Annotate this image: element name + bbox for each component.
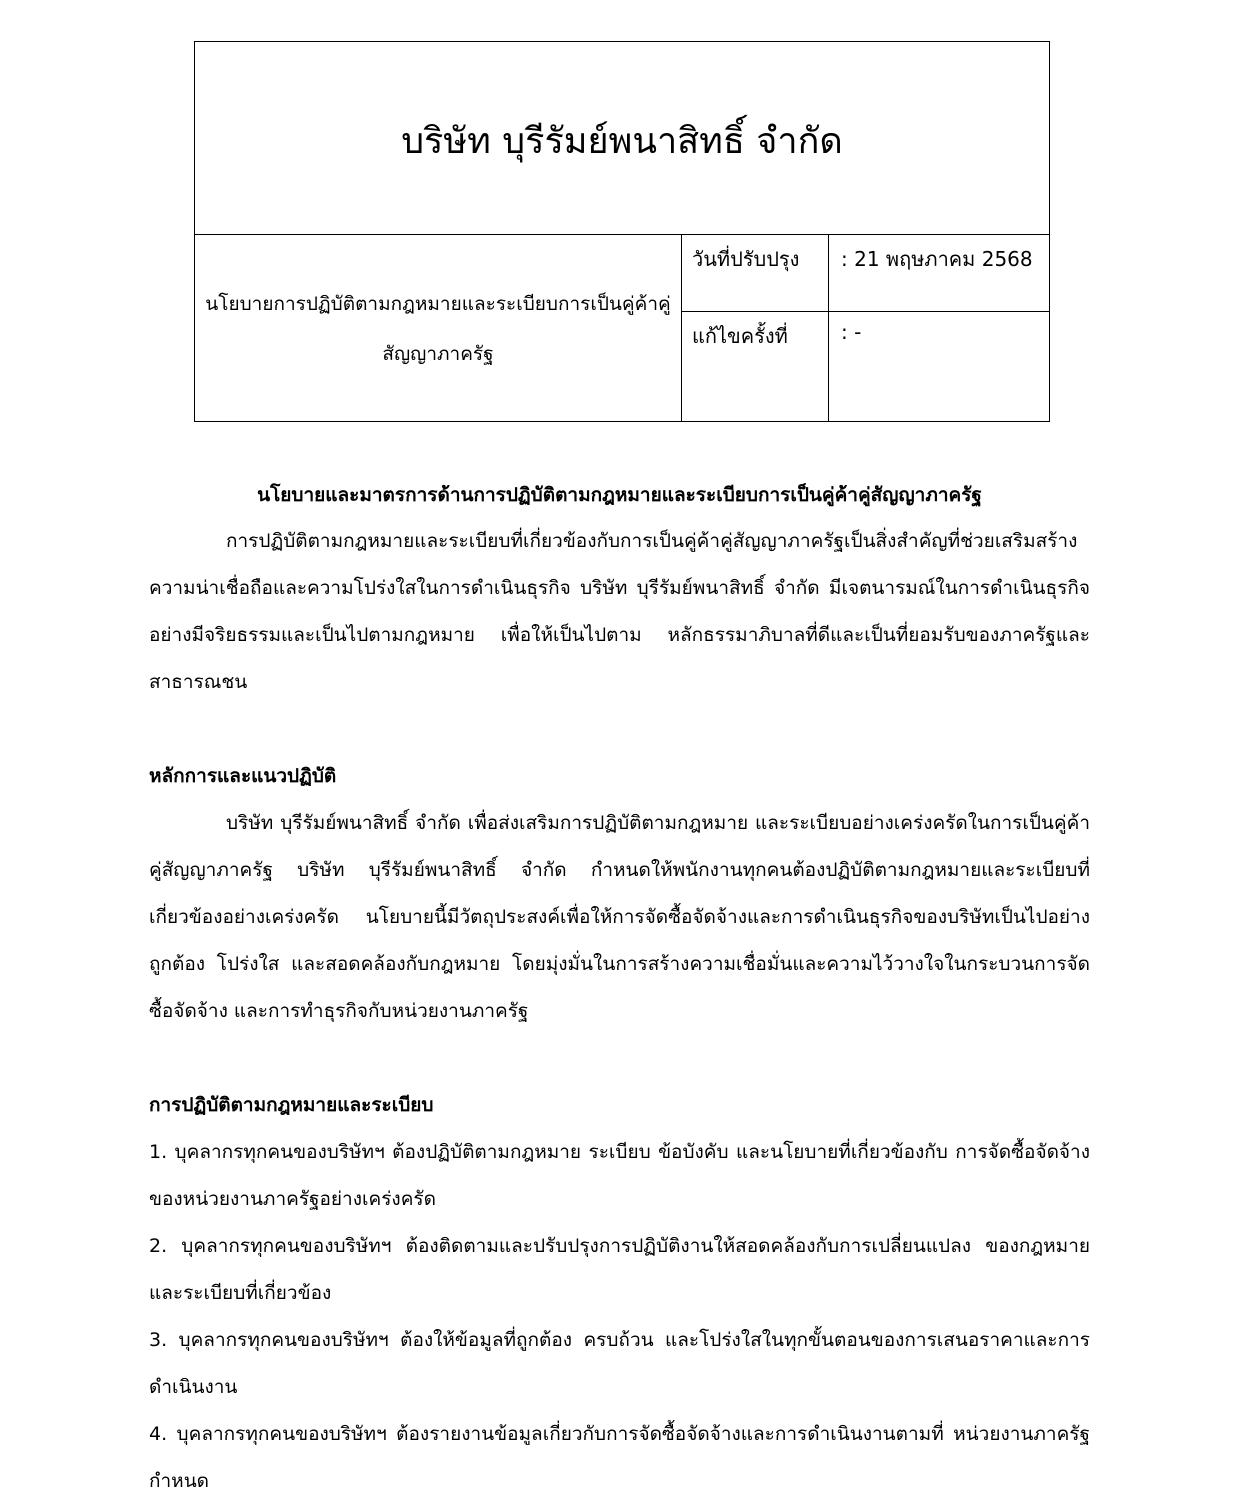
compliance-item: 3. บุคลากรทุกคนของบริษัทฯ ต้องให้ข้อมูลที่ถูกต้อง ครบถ้วน และโปร่งใสในทุกขั้นตอนของการเสนอราคาและการดำเนินงาน bbox=[149, 1329, 1090, 1398]
revision-number-row bbox=[682, 312, 1049, 422]
compliance-item: 4. บุคลากรทุกคนของบริษัทฯ ต้องรายงานข้อมูลเกี่ยวกับการจัดซื้อจัดจ้างและการดำเนินงานตามที่ หน่วยงานภาครัฐกำหนด bbox=[149, 1423, 1090, 1492]
principles-heading: หลักการและแนวปฏิบัติ bbox=[149, 765, 337, 787]
document-title: นโยบายและมาตรการด้านการปฏิบัติตามกฎหมายและระเบียบการเป็นคู่ค้าคู่สัญญาภาครัฐ bbox=[257, 484, 982, 506]
compliance-item: 2. บุคลากรทุกคนของบริษัทฯ ต้องติดตามและปรับปรุงการปฏิบัติงานให้สอดคล้องกับการเปลี่ยนแปลง ของกฎหมายและระเบียบที่เกี่ยวข้อง bbox=[149, 1235, 1090, 1304]
company-name: บริษัท บุรีรัมย์พนาสิทธิ์ จำกัด bbox=[401, 121, 843, 163]
policy-name: นโยบายการปฏิบัติตามกฎหมายและระเบียบการเป็นคู่ค้าคู่สัญญาภาครัฐ bbox=[205, 292, 671, 365]
revision-number-value: : - bbox=[841, 320, 862, 344]
principles-paragraph: บริษัท บุรีรัมย์พนาสิทธิ์ จำกัด เพื่อส่งเสริมการปฏิบัติตามกฎหมาย และระเบียบอย่างเคร่งครัดในการเป็นคู่ค้าคู่สัญญาภาครัฐ บริษัท บุรีรัมย์พนาสิทธิ์ จำกัด กำหนดให้พนักงานทุกคนต้องปฏิบัติตามกฎหมายและระเบียบที่เกี่ยวข้องอย่างเคร่งครัด นโยบายนี้มีวัตถุประสงค์เพื่อให้การจัดซื้อจัดจ้างและการดำเนินธุรกิจของบริษัทเป็นไปอย่างถูกต้อง โปร่งใส และสอดคล้องกับกฎหมาย โดยมุ่งมั่นในการสร้างความเชื่อมั่นและความไว้วางใจในกระบวนการจัดซื้อจัดจ้าง และการทำธุรกิจกับหน่วยงานภาครัฐ bbox=[149, 812, 1090, 1022]
document-header-table bbox=[194, 41, 1050, 422]
revision-info bbox=[682, 235, 1049, 422]
document-body bbox=[149, 472, 1090, 1505]
intro-paragraph: การปฏิบัติตามกฎหมายและระเบียบที่เกี่ยวข้องกับการเป็นคู่ค้าคู่สัญญาภาครัฐเป็นสิ่งสำคัญที่ช่วยเสริมสร้างความน่าเชื่อถือและความโปร่งใสในการดำเนินธุรกิจ บริษัท บุรีรัมย์พนาสิทธิ์ จำกัด มีเจตนารมณ์ในการดำเนินธุรกิจอย่างมีจริยธรรมและเป็นไปตามกฎหมาย เพื่อให้เป็นไปตาม หลักธรรมาภิบาลที่ดีและเป็นที่ยอมรับของภาครัฐและสาธารณชน bbox=[149, 530, 1090, 693]
company-name-cell bbox=[195, 42, 1049, 235]
compliance-list bbox=[149, 1129, 1090, 1505]
compliance-heading: การปฏิบัติตามกฎหมายและระเบียบ bbox=[149, 1094, 434, 1116]
updated-date-value: : 21 พฤษภาคม 2568 bbox=[841, 247, 1033, 271]
updated-date-label: วันที่ปรับปรุง bbox=[682, 235, 829, 311]
revision-number-label: แก้ไขครั้งที่ bbox=[682, 312, 829, 422]
compliance-item: 1. บุคลากรทุกคนของบริษัทฯ ต้องปฏิบัติตามกฎหมาย ระเบียบ ข้อบังคับ และนโยบายที่เกี่ยวข้องกับ การจัดซื้อจัดจ้างของหน่วยงานภาครัฐอย่างเคร่งครัด bbox=[149, 1141, 1090, 1210]
updated-date-row bbox=[682, 235, 1049, 312]
policy-name-cell bbox=[195, 235, 682, 422]
